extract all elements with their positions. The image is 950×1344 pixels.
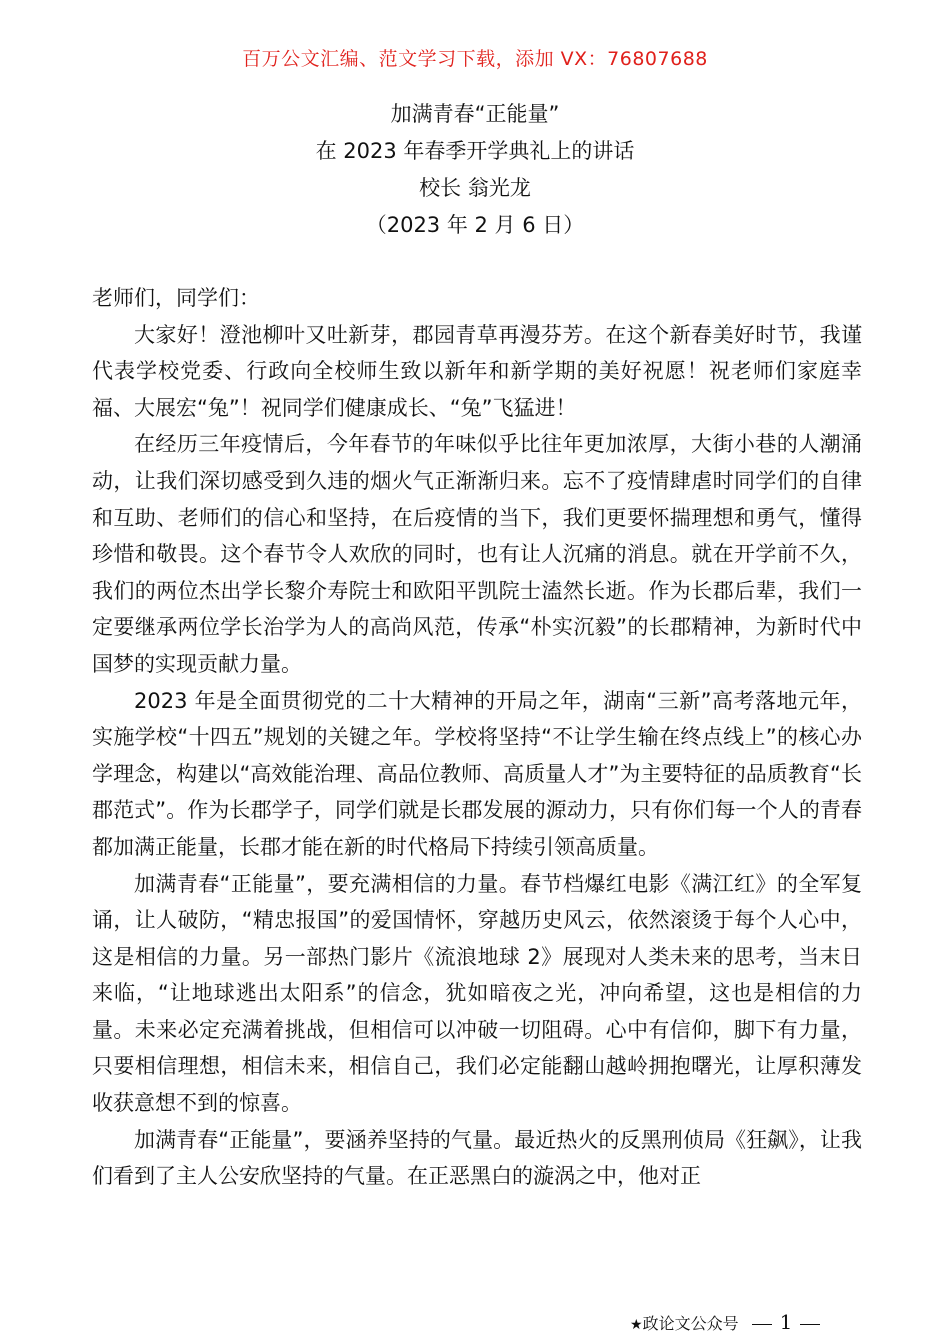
footer-source: 政论文公众号 [642, 1314, 739, 1333]
salutation: 老师们，同学们： [92, 286, 260, 310]
paragraph: 加满青春“正能量”，要涵养坚持的气量。最近热火的反黑刑侦局《狂飙》，让我们看到了主人公安欣坚持的气量。在正恶黑白的漩涡之中，他对正 [92, 1127, 862, 1189]
paragraph: 加满青春“正能量”，要充满相信的力量。春节档爆红电影《满江红》的全军复诵，让人破防，“精忠报国”的爱国情怀，穿越历史风云，依然滚烫于每个人心中，这是相信的力量。另一部热门影片《流浪地球 2》展现对人类未来的思考，当末日来临，“让地球逃出太阳系”的信念，犹如暗夜之光，冲向希望，这也是相信的力量。未来必定充满着挑战，但相信可以冲破一切阻碍。心中有信仰，脚下有力量，只要相信理想，相信未来，相信自己，我们必定能翻山越岭拥抱曙光，让厚积薄发收获意想不到的惊喜。 [92, 871, 862, 1116]
footer-dash-right [800, 1324, 820, 1325]
paragraph: 大家好！澄池柳叶又吐新芽，郡园青草再漫芬芳。在这个新春美好时节，我谨代表学校党委、行政向全校师生致以新年和新学期的美好祝愿！祝老师们家庭幸福、大展宏“兔”！祝同学们健康成长、“兔”飞猛进！ [92, 322, 862, 420]
header-advertisement: 百万公文汇编、范文学习下载，添加 VX：76807688 [242, 48, 708, 70]
speech-date: （2023 年 2 月 6 日） [365, 213, 585, 237]
speech-title: 加满青春“正能量” [390, 102, 560, 126]
page-number: 1 [779, 1310, 793, 1334]
speech-body [92, 280, 862, 1195]
page-footer [630, 1310, 890, 1337]
speaker-line: 校长 翁光龙 [419, 176, 531, 200]
footer-dash-left [752, 1324, 772, 1325]
star-icon: ★ [630, 1317, 643, 1333]
speech-subtitle: 在 2023 年春季开学典礼上的讲话 [315, 139, 635, 163]
paragraph: 2023 年是全面贯彻党的二十大精神的开局之年，湖南“三新”高考落地元年，实施学校“十四五”规划的关键之年。学校将坚持“不让学生输在终点线上”的核心办学理念，构建以“高效能治理、高品位教师、高质量人才”为主要特征的品质教育“长郡范式”。作为长郡学子，同学们就是长郡发展的源动力，只有你们每一个人的青春都加满正能量，长郡才能在新的时代格局下持续引领高质量。 [92, 688, 862, 859]
paragraph: 在经历三年疫情后，今年春节的年味似乎比往年更加浓厚，大街小巷的人潮涌动，让我们深切感受到久违的烟火气正渐渐归来。忘不了疫情肆虐时同学们的自律和互助、老师们的信心和坚持，在后疫情的当下，我们更要怀揣理想和勇气，懂得珍惜和敬畏。这个春节令人欢欣的同时，也有让人沉痛的消息。就在开学前不久，我们的两位杰出学长黎介寿院士和欧阳平凯院士溘然长逝。作为长郡后辈，我们一定要继承两位学长治学为人的高尚风范，传承“朴实沉毅”的长郡精神，为新时代中国梦的实现贡献力量。 [92, 432, 862, 676]
title-block [0, 96, 950, 244]
